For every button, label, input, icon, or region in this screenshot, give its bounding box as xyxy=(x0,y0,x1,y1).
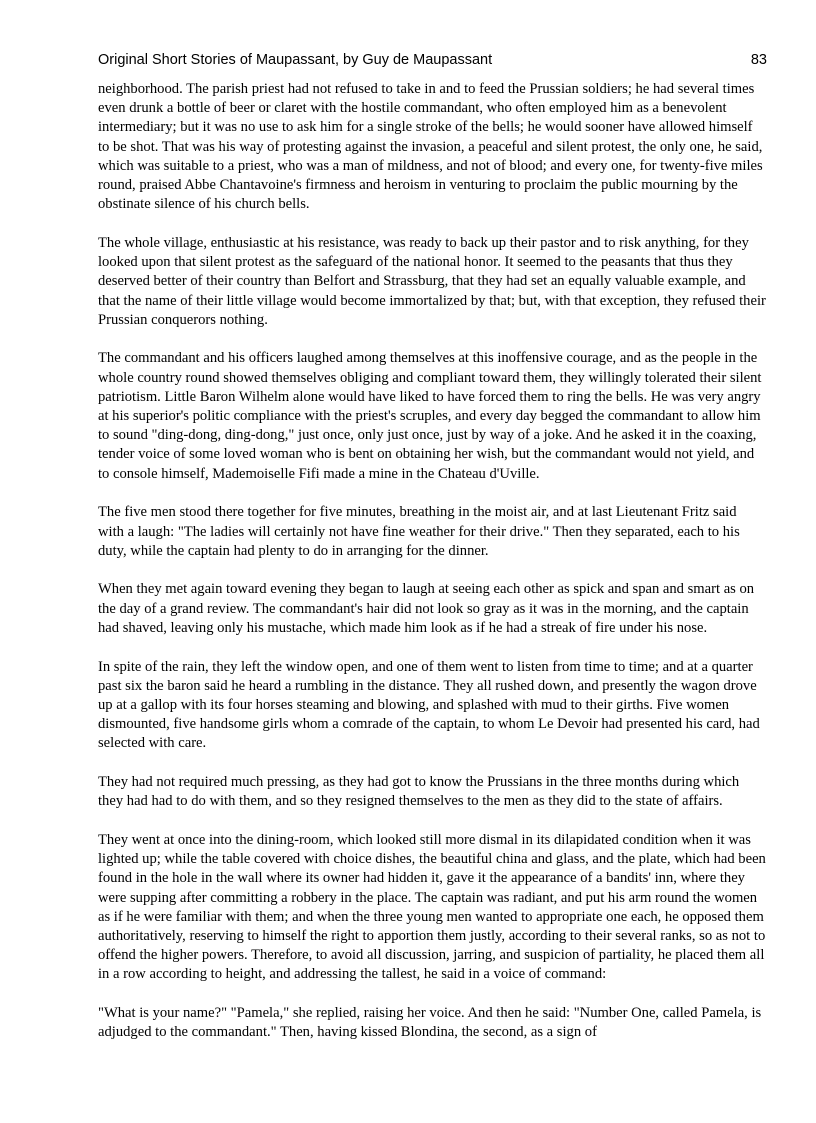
paragraph: The five men stood there together for five minutes, breathing in the moist air, and at last Lieutenant Fritz said with a laugh: "The ladies will certainly not have fine weather for their drive." Then they separated, each to his duty, while the captain had plenty to do in arranging for the dinner. xyxy=(98,504,740,559)
book-title: Original Short Stories of Maupassant, by Guy de Maupassant xyxy=(98,52,493,68)
paragraph: "What is your name?" "Pamela," she replied, raising her voice. And then he said: "Number One, called Pamela, is adjudged to the commandant." Then, having kissed Blondina, the second, as a sign of xyxy=(98,1005,762,1041)
paragraph: neighborhood. The parish priest had not refused to take in and to feed the Prussian soldiers; he had several times even drunk a bottle of beer or claret with the hostile commandant, who often employed him as a benevolent intermediary; but it was no use to ask him for a single stroke of the bells; he would sooner have allowed himself to be shot. That was his way of protesting against the invasion, a peaceful and silent protest, the only one, he said, which was suitable to a priest, who was a man of mildness, and not of blood; and every one, for twenty-five miles round, praised Abbe Chantavoine's firmness and heroism in venturing to proclaim the public mourning by the obstinate silence of his church bells. xyxy=(98,81,763,213)
paragraph: They had not required much pressing, as they had got to know the Prussians in the three months during which they had had to do with them, and so they resigned themselves to the men as they did to the state of affairs. xyxy=(98,774,740,810)
page-header xyxy=(98,52,767,72)
paragraph: When they met again toward evening they began to laugh at seeing each other as spick and span and smart as on the day of a grand review. The commandant's hair did not look so gray as it was in the morning, and the captain had shaved, leaving only his mustache, which made him look as if he had a streak of fire under his nose. xyxy=(98,581,755,636)
paragraph: They went at once into the dining-room, which looked still more dismal in its dilapidated condition when it was lighted up; while the table covered with choice dishes, the beautiful china and glass, and the plate, which had been found in the hole in the wall where its owner had hidden it, gave it the appearance of a bandits' inn, where they were supping after committing a robbery in the place. The captain was radiant, and put his arm round the women as if he were familiar with them; and when the three young men wanted to appropriate one each, he opposed them authoritatively, reserving to himself the right to apportion them justly, according to their several ranks, so as not to offend the higher powers. Therefore, to avoid all discussion, jarring, and suspicion of partiality, he placed them all in a row according to height, and addressing the tallest, he said in a voice of command: xyxy=(98,832,766,983)
paragraph: The whole village, enthusiastic at his resistance, was ready to back up their pastor and to risk anything, for they looked upon that silent protest as the safeguard of the national honor. It seemed to the peasants that thus they deserved better of their country than Belfort and Strassburg, that they had set an equally valuable example, and that the name of their little village would become immortalized by that; but, with that exception, they refused their Prussian conquerors nothing. xyxy=(98,234,766,328)
page-body xyxy=(98,80,766,1062)
paragraph: In spite of the rain, they left the window open, and one of them went to listen from time to time; and at a quarter past six the baron said he heard a rumbling in the distance. They all rushed down, and presently the wagon drove up at a gallop with its four horses steaming and blowing, and splashed with mud to their girths. Five women dismounted, five handsome girls whom a comrade of the captain, to whom Le Devoir had presented his card, had selected with care. xyxy=(98,658,760,752)
paragraph: The commandant and his officers laughed among themselves at this inoffensive courage, and as the people in the whole country round showed themselves obliging and compliant toward them, they willingly tolerated their silent patriotism. Little Baron Wilhelm alone would have liked to have forced them to ring the bells. He was very angry at his superior's politic compliance with the priest's scruples, and every day begged the commandant to allow him to sound "ding-dong, ding-dong," just once, only just once, just by way of a joke. And he asked it in the coaxing, tender voice of some loved woman who is bent on obtaining her wish, but the commandant would not yield, and to console himself, Mademoiselle Fifi made a mine in the Chateau d'Uville. xyxy=(98,350,762,482)
page-number: 83 xyxy=(750,52,767,68)
